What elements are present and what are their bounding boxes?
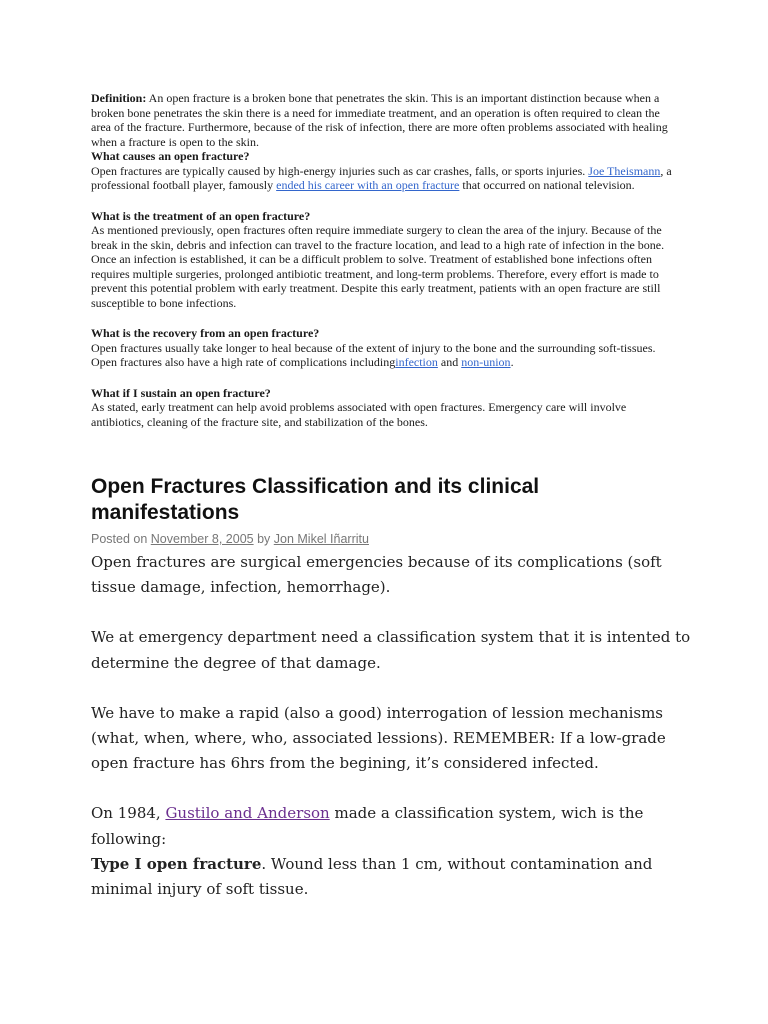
article: [91, 474, 691, 902]
p4-post-text: made a classification system, wich is the following:: [91, 804, 644, 848]
treatment-paragraph: As mentioned previously, open fractures often require immediate surgery to clean the area of the injury. Because of the break in the skin, debris and infection can travel to the fracture location, and lead to a high rate of infection in the bone. Once an infection is established, it can be a difficult problem to solve. Treatment of established bone infections often requires multiple surgeries, prolonged antibiotic treatment, and long-term problems. Therefore, every effort is made to prevent this potential problem with early treatment. Despite this early treatment, patients with an open fracture are still susceptible to bone infections.: [91, 223, 665, 310]
gustilo-anderson-link[interactable]: Gustilo and Anderson: [165, 804, 330, 823]
ended-career-link[interactable]: ended his career with an open fracture: [276, 178, 460, 192]
causes-text-1: Open fractures are typically caused by high-energy injuries such as car crashes, falls, or sports injuries.: [91, 163, 589, 178]
question-treatment: What is the treatment of an open fracture?: [91, 208, 311, 223]
type-1-label: Type I open fracture: [91, 854, 262, 873]
posted-on-label: Posted on: [91, 532, 151, 546]
recovery-paragraph: [91, 341, 681, 370]
recovery-text-1: Open fractures usually take longer to heal because of the extent of injury to the bone and the surrounding soft-tissues. Open fractures also have a high rate of complications including: [91, 340, 656, 369]
p4-pre-text: On 1984,: [91, 804, 166, 823]
post-date-link[interactable]: November 8, 2005: [150, 532, 254, 546]
definition-paragraph: [91, 91, 681, 149]
article-paragraph-1: Open fractures are surgical emergencies because of its complications (soft tissue damage, infection, hemorrhage).: [91, 553, 662, 597]
article-paragraph-3: We have to make a rapid (also a good) interrogation of lession mechanisms (what, when, where, who, associated lessions). REMEMBER: If a low-grade open fracture has 6hrs from the begining, it’s considered infected.: [91, 703, 666, 773]
causes-text-2: , a professional football player, famously: [91, 163, 672, 192]
causes-text-3: that occurred on national television.: [459, 178, 635, 192]
article-title: Open Fractures Classification and its clinical manifestations: [91, 475, 540, 524]
question-sustain: What if I sustain an open fracture?: [91, 385, 271, 400]
recovery-text-3: .: [510, 355, 514, 369]
definition-text: An open fracture is a broken bone that penetrates the skin. This is an important distinction because when a broken bone penetrates the skin there is a need for immediate treatment, and an operation is often required to clean the area of the fracture. Furthermore, because of the risk of infection, there are more often problems associated with healing when a fracture is open to the skin.: [91, 91, 668, 149]
article-paragraph-4: [91, 801, 691, 851]
question-causes: What causes an open fracture?: [91, 149, 250, 163]
question-recovery: What is the recovery from an open fracture?: [91, 326, 320, 340]
faq-section: [91, 91, 681, 429]
non-union-link[interactable]: non-union: [461, 355, 511, 369]
spacer: [91, 310, 681, 326]
spacer: [91, 193, 681, 209]
infection-link[interactable]: infection: [395, 355, 438, 369]
causes-paragraph: [91, 164, 681, 193]
article-body: [91, 550, 691, 902]
type-1-text: . Wound less than 1 cm, without contamination and minimal injury of soft tissue.: [91, 854, 653, 899]
joe-theismann-link[interactable]: Joe Theismann: [588, 163, 661, 178]
post-meta: [91, 532, 691, 546]
definition-label: Definition:: [91, 91, 147, 105]
type-1-paragraph: [91, 852, 691, 902]
author-link[interactable]: Jon Mikel Iñarritu: [273, 532, 369, 546]
recovery-text-2: and: [437, 355, 462, 369]
sustain-paragraph: As stated, early treatment can help avoid problems associated with open fractures. Emergency care will involve antibiotics, cleaning of the fracture site, and stabilization of the bones.: [91, 400, 627, 429]
article-paragraph-2: We at emergency department need a classification system that it is intented to determine the degree of that damage.: [91, 628, 691, 672]
by-label: by: [253, 532, 274, 546]
spacer: [91, 370, 681, 386]
